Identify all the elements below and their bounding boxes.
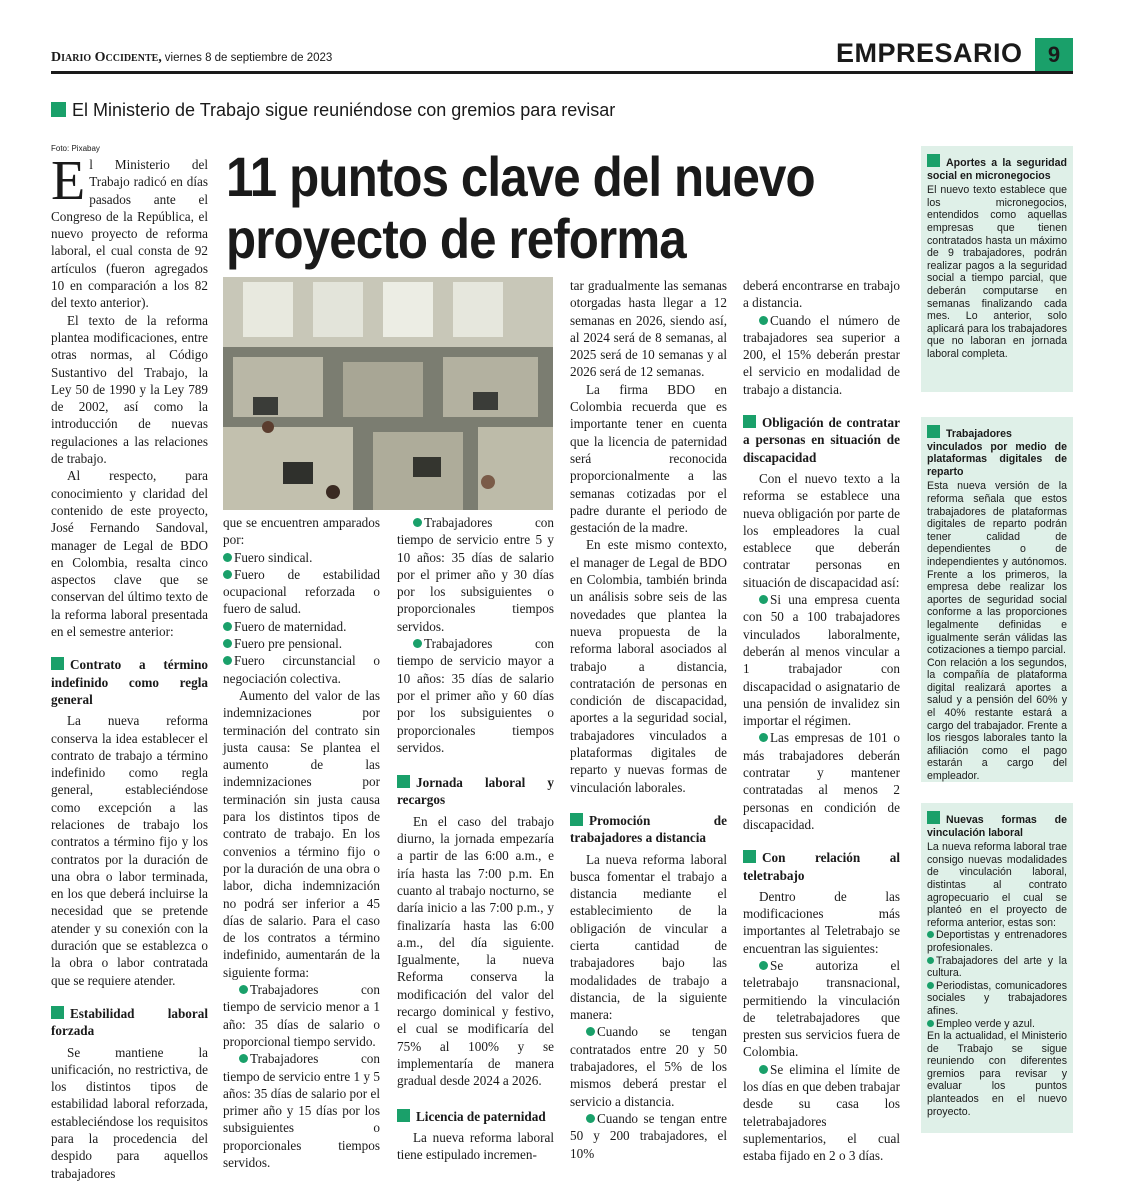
paragraph: Con el nuevo texto a la reforma se establece una nueva obligación por parte de los empleadores la cual establece que deberán contratar personas en situación de discapacidad así: bbox=[743, 470, 900, 590]
kicker-text: El Ministerio de Trabajo sigue reuniéndose con gremios para revisar bbox=[72, 100, 616, 120]
sidebar-list-item: Trabajadores del arte y la cultura. bbox=[927, 954, 1067, 980]
square-icon bbox=[927, 811, 940, 824]
column-2 bbox=[223, 514, 380, 1171]
bullet-icon bbox=[759, 733, 768, 742]
square-icon bbox=[743, 415, 756, 428]
paragraph: Dentro de las modificaciones más importantes al Teletrabajo se encuentran las siguientes: bbox=[743, 888, 900, 956]
list-item: Trabajadores con tiempo de servicio entre 5 y 10 años: 35 días de salario por el primer año y 30 días por los subsiguientes o proporcionales tiempos servidos. bbox=[397, 515, 554, 634]
paragraph: Al respecto, para conocimiento y claridad del contenido de este proyecto, José Fernando Sandoval, manager de Legal de BDO en Colombia, resalta cinco aspectos clave que se conservan del último texto de la reforma laboral presentada en el semestre anterior: bbox=[51, 468, 208, 640]
office-photo bbox=[223, 277, 553, 510]
sidebar-text: En la actualidad, el Ministerio de Trabajo se sigue reuniendo con diferentes gremios para revisar y evaluar los puntos planteados en el nuevo proyecto. bbox=[927, 1030, 1067, 1118]
bullet-icon bbox=[413, 639, 422, 648]
column-3 bbox=[397, 514, 554, 1163]
sidebar-text: Con relación a los segundos, la compañía de plataforma digital realizará aportes a salud y a pensión del 60% y el 40% restante estará a cargo del trabajador. Frente a los riesgos laborales tanto la afiliación como el pago estarán a cargo del empleador. bbox=[927, 656, 1067, 783]
bullet-icon bbox=[413, 518, 422, 527]
issue-date: viernes 8 de septiembre de 2023 bbox=[164, 52, 333, 64]
bullet-icon bbox=[759, 1065, 768, 1074]
list-item: Trabajadores con tiempo de servicio mayor a 10 años: 35 días de salario por el primer año y 60 días por los subsiguientes o proporcionales tiempos servidos. bbox=[397, 636, 554, 755]
column-1 bbox=[51, 150, 208, 1182]
square-icon bbox=[51, 657, 64, 670]
list-item: Si una empresa cuenta con 50 a 100 trabajadores vinculados laboralmente, deberán al menos vincular a 1 trabajador con discapacidad o asignatario de una pensión de invalidez sin importar el régimen. bbox=[743, 592, 900, 729]
sidebar-heading: Aportes a la seguridad social en micronegocios bbox=[927, 154, 1067, 182]
bullet-icon bbox=[223, 622, 232, 631]
square-icon bbox=[570, 813, 583, 826]
photo-credit: Foto: Pixabay bbox=[51, 144, 100, 153]
masthead bbox=[51, 50, 571, 66]
drop-cap: E bbox=[51, 150, 86, 212]
subheading: Jornada laboral y recargos bbox=[397, 775, 554, 808]
list-item: Fuero de estabilidad ocupacional reforzada o fuero de salud. bbox=[223, 566, 380, 617]
sidebar-box-plataformas bbox=[921, 417, 1073, 782]
bullet-icon bbox=[927, 1020, 934, 1027]
bullet-icon bbox=[223, 570, 232, 579]
kicker bbox=[51, 100, 615, 121]
square-icon bbox=[743, 850, 756, 863]
paragraph: La nueva reforma laboral tiene estipulado incremen- bbox=[397, 1129, 554, 1163]
paragraph: La nueva reforma conserva la idea establecer el contrato de trabajo a término indefinido como regla general, estableciéndose como excepción a las relaciones de trabajo los contratos a término fijo y los contratos por la duración de una obra o labor terminada, en los que deberá incluirse la necesidad que se pretende atender y su conexión con la duración que se establezca o la obra o labor contratada que se requiere atender. bbox=[51, 713, 208, 988]
list-item: Cuando se tengan entre 50 y 200 trabajadores, el 10% bbox=[570, 1110, 727, 1161]
list-item: Las empresas de 101 o más trabajadores deberán contratar y mantener contratadas al menos 2 personas en condición de discapacidad. bbox=[743, 730, 900, 832]
bullet-icon bbox=[759, 316, 768, 325]
list-item: Cuando el número de trabajadores sea superior a 200, el 15% deberán prestar el servicio en modalidad de trabajo a distancia. bbox=[743, 312, 900, 397]
subheading: Estabilidad laboral forzada bbox=[51, 1005, 208, 1039]
kicker-square-icon bbox=[51, 102, 66, 117]
sidebar-box-micronegocios bbox=[921, 146, 1073, 392]
subheading: Obligación de contratar a personas en situación de discapacidad bbox=[743, 415, 900, 465]
header-rule bbox=[51, 71, 1073, 74]
bullet-icon bbox=[223, 656, 232, 665]
list-item: Fuero sindical. bbox=[223, 549, 380, 566]
sidebar-list-item: Deportistas y entrenadores profesionales. bbox=[927, 929, 1067, 954]
paper-name: Diario Occidente, bbox=[51, 50, 162, 65]
sidebar-text: El nuevo texto establece que los micronegocios, entendidos como aquellas empresas que tienen contratados hasta un máximo de 9 trabajadores, podrán realizar pagos a la seguridad social a tiempo parcial, que deberán computarse en semanas finalizando cada mes. Lo anterior, solo aplicará para los trabajadores que no laboran en jornada laboral completa. bbox=[927, 184, 1067, 360]
subheading: Licencia de paternidad bbox=[397, 1108, 554, 1125]
paragraph: l Ministerio del Trabajo radicó en días pasados ante el Congreso de la República, el nuevo proyecto de reforma laboral, el cual consta de 92 artículos (fueron agregados 10 en comparación a los 82 del texto anterior). bbox=[51, 157, 208, 311]
list-item: Fuero de maternidad. bbox=[223, 618, 380, 635]
section-label: EMPRESARIO bbox=[836, 38, 1023, 68]
paragraph: La nueva reforma laboral busca fomentar el trabajo a distancia mediante el establecimiento de la obligación de vincular a cierta cantidad de trabajadores bajo las modalidades de trabajo a distancia, de la siguiente manera: bbox=[570, 851, 727, 1023]
subheading: Promoción de trabajadores a distancia bbox=[570, 812, 727, 846]
bullet-icon bbox=[927, 957, 934, 964]
bullet-icon bbox=[759, 595, 768, 604]
column-4 bbox=[570, 277, 727, 1162]
paragraph: deberá encontrarse en trabajo a distancia. bbox=[743, 278, 900, 311]
office-photo-graphic bbox=[223, 277, 553, 510]
headline: 11 puntos clave del nuevo proyecto de reforma bbox=[226, 145, 815, 270]
list-item: Trabajadores con tiempo de servicio menor a 1 año: 35 días de salario o proporcional tiempo servido. bbox=[223, 982, 380, 1049]
list-item: Fuero circunstancial o negociación colectiva. bbox=[223, 653, 380, 686]
list-item: Trabajadores con tiempo de servicio entre 1 y 5 años: 35 días de salario por el primer año y 15 días por los subsiguientes o proporcionales tiempos servidos. bbox=[223, 1051, 380, 1170]
sidebar-text: Esta nueva versión de la reforma señala que estos trabajadores de plataformas digitales de reparto podrán tener calidad de dependientes o de independientes y autónomos. Frente a los primeros, la empresa debe realizar los aportes de seguridad social conforme a las proporciones legalmente definidas e igualmente serán válidas las cotizaciones a tiempo parcial. bbox=[927, 480, 1067, 657]
list-item: Cuando se tengan contratados entre 20 y 50 trabajadores, el 5% de los mismos deberá prestar el servicio a distancia. bbox=[570, 1024, 727, 1109]
square-icon bbox=[51, 1006, 64, 1019]
bullet-icon bbox=[239, 1054, 248, 1063]
paragraph: tar gradualmente las semanas otorgadas hasta llegar a 12 semanas en 2026, siendo así, al 2024 será de 8 semanas, al 2025 será de 10 semanas y al 2026 será de 12 semanas. bbox=[570, 278, 727, 380]
sidebar-text: La nueva reforma laboral trae consigo nuevas modalidades de vinculación laboral, distintas al contrato agropecuario el cual se planteó en el proyecto de reforma anterior, estas son: bbox=[927, 841, 1067, 929]
square-icon bbox=[397, 1109, 410, 1122]
square-icon bbox=[397, 775, 410, 788]
bullet-icon bbox=[759, 961, 768, 970]
list-item: Se elimina el límite de los días en que deben trabajar desde su casa los teletrabajadores suplementarios, el cual estaba fijado en 2 o 3 días. bbox=[743, 1061, 900, 1164]
bullet-icon bbox=[223, 553, 232, 562]
list-item: Fuero pre pensional. bbox=[223, 635, 380, 652]
sidebar-box-vinculacion bbox=[921, 803, 1073, 1133]
paragraph: que se encuentren amparados por: bbox=[223, 515, 380, 548]
square-icon bbox=[927, 154, 940, 167]
subheading: Con relación al teletrabajo bbox=[743, 850, 900, 883]
page-number: 9 bbox=[1035, 38, 1073, 72]
paragraph: El texto de la reforma plantea modificaciones, entre otras normas, al Código Sustantivo del Trabajo, la Ley 50 de 1990 y la Ley 789 de 2002, así como la introducción de nuevas regulaciones a las relaciones de trabajo. bbox=[51, 312, 208, 467]
column-5 bbox=[743, 277, 900, 1165]
bullet-icon bbox=[586, 1027, 595, 1036]
paragraph: En este mismo contexto, el manager de Legal de BDO en Colombia, también brinda un análisis sobre seis de las novedades que plantea la nueva propuesta de la reforma laboral asociados al trabajo a distancia, contratación de personas en condición de discapacidad, aportes a la seguridad social, trabajadores vinculados a plataformas digitales de reparto y nuevas formas de vinculación laborales. bbox=[570, 537, 727, 795]
sidebar-heading: Trabajadores vinculados por medio de plataformas digitales de reparto bbox=[927, 425, 1067, 478]
list-item: Se autoriza el teletrabajo transnacional, permitiendo la vinculación de teletrabajadores que presten sus servicios fuera de Colombia. bbox=[743, 957, 900, 1060]
bullet-icon bbox=[927, 931, 934, 938]
bullet-icon bbox=[223, 639, 232, 648]
bullet-icon bbox=[239, 985, 248, 994]
paragraph: Se mantiene la unificación, no restrictiva, de los distintos tipos de estabilidad laboral reforzada, estableciéndose los requisitos para la procedencia del despido para aquellos trabajadores bbox=[51, 1044, 208, 1181]
bullet-icon bbox=[586, 1114, 595, 1123]
paragraph: En el caso del trabajo diurno, la jornada empezaría a partir de las 6:00 a.m., e iría hasta las 7:00 p.m. En cuanto al trabajo nocturno, se daría inicio a las 7:00 p.m., y finalizaría hasta las 6:00 a.m., del día siguiente. Igualmente, la nueva Reforma conserva la modificación del valor del recargo dominical y festivo, el cual se modificaría del 75% al 100% y se implementaría de manera gradual desde 2024 a 2026. bbox=[397, 813, 554, 1089]
square-icon bbox=[927, 425, 940, 438]
paragraph: Aumento del valor de las indemnizaciones por terminación del contrato sin justa causa: Se plantea el aumento de las indemnizaciones por terminación sin justa causa para los distintos tipos de contrato de trabajo. En los convenios a término fijo o por la duración de una obra o labor, dicha indemnización no podrá ser inferior a 45 días de salario. Para el caso de los contratos a término indefinido, aumentarán de la siguiente forma: bbox=[223, 687, 380, 980]
sidebar-list-item: Empleo verde y azul. bbox=[927, 1018, 1067, 1031]
bullet-icon bbox=[927, 982, 934, 989]
subheading: Contrato a término indefinido como regla general bbox=[51, 657, 208, 707]
sidebar-list-item: Periodistas, comunicadores sociales y trabajadores afines. bbox=[927, 979, 1067, 1017]
sidebar-heading: Nuevas formas de vinculación laboral bbox=[927, 811, 1067, 839]
paragraph: La firma BDO en Colombia recuerda que es importante tener en cuenta que la licencia de paternidad será reconocida proporcionalmente a las semanas cotizadas por el padre durante el periodo de gestación de la madre. bbox=[570, 381, 727, 536]
